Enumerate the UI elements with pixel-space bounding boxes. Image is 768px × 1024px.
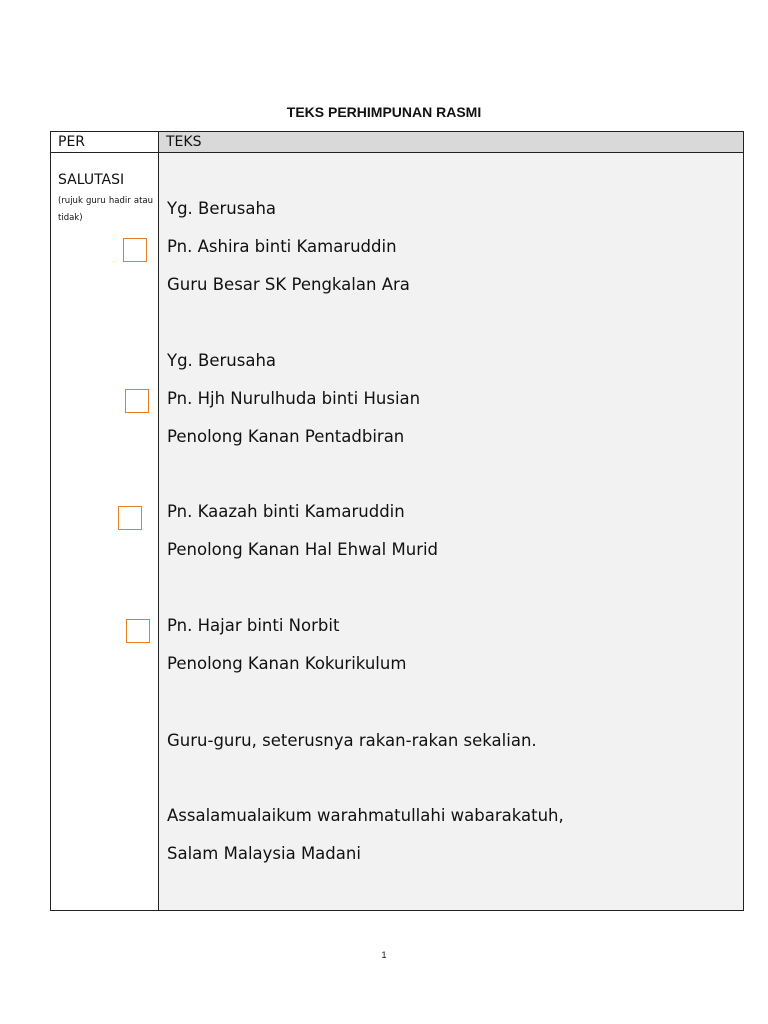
per-column (51, 153, 159, 910)
salutation-line: Yg. Berusaha (167, 199, 277, 218)
attendance-checkbox-1[interactable] (123, 238, 147, 262)
position-line: Penolong Kanan Pentadbiran (167, 427, 405, 446)
attendance-checkbox-4[interactable] (126, 619, 150, 643)
greeting-line: Guru-guru, seterusnya rakan-rakan sekalian. (167, 731, 537, 750)
attendance-checkbox-2[interactable] (125, 389, 149, 413)
position-line: Guru Besar SK Pengkalan Ara (167, 275, 410, 294)
attendance-checkbox-3[interactable] (118, 506, 142, 530)
name-line: Pn. Ashira binti Kamaruddin (167, 237, 397, 256)
position-line: Penolong Kanan Hal Ehwal Murid (167, 540, 439, 559)
page-number: 1 (381, 950, 387, 960)
teks-column (159, 153, 743, 910)
document-title: TEKS PERHIMPUNAN RASMI (286, 104, 482, 120)
salutation-line: Yg. Berusaha (167, 351, 277, 370)
header-per: PER (51, 132, 159, 153)
greeting-line: Salam Malaysia Madani (167, 844, 361, 863)
name-line: Pn. Hjh Nurulhuda binti Husian (167, 389, 421, 408)
name-line: Pn. Kaazah binti Kamaruddin (167, 502, 405, 521)
salutasi-note: (rujuk guru hadir atau tidak) (58, 196, 153, 223)
name-line: Pn. Hajar binti Norbit (167, 616, 340, 635)
greeting-line: Assalamualaikum warahmatullahi wabarakatuh, (167, 806, 564, 825)
salutasi-label: SALUTASI (58, 172, 125, 188)
position-line: Penolong Kanan Kokurikulum (167, 654, 407, 673)
speech-table (50, 131, 744, 911)
header-teks: TEKS (159, 132, 743, 153)
